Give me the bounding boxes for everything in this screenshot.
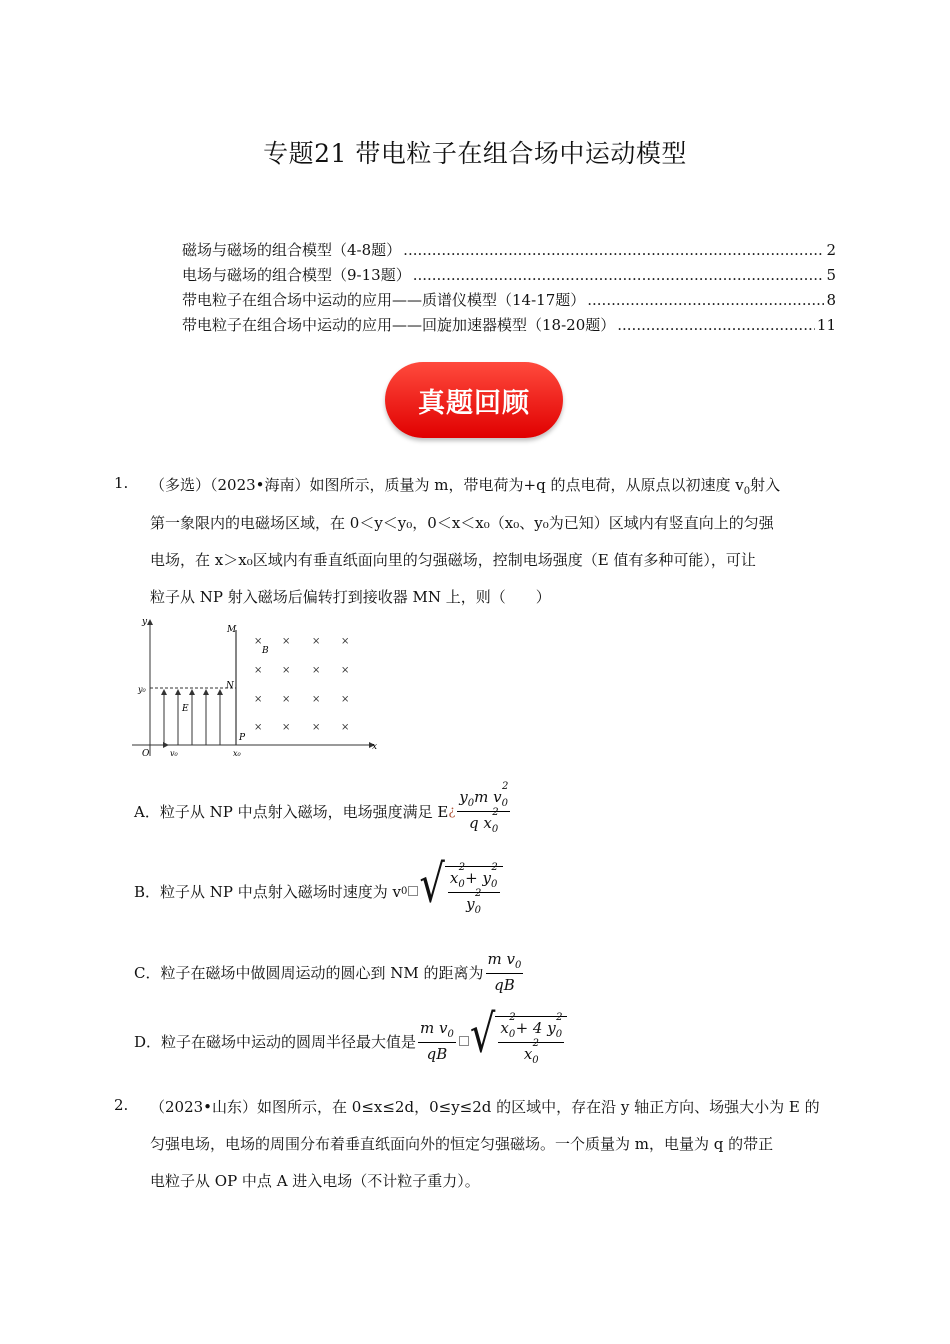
page-title: 专题21 带电粒子在组合场中运动模型 [263,139,687,168]
svg-text:×: × [312,636,321,647]
label-y0: y₀ [138,685,146,694]
question-text-line: 粒子从 NP 射入磁场后偏转打到接收器 MN 上，则（ ） [150,588,551,606]
label-o: O [142,749,150,759]
label-x: x [372,742,378,752]
svg-text:×: × [312,694,321,705]
svg-text:×: × [312,722,321,733]
option-a[interactable]: A．粒子从 NP 中点射入磁场，电场强度满足 E ¿ $\frac{y_0m v_0^2}{q x_0^2}$ [134,781,509,835]
svg-text:×: × [282,665,291,676]
svg-text:×: × [341,694,350,705]
label-p: P [239,733,246,743]
formula: $\frac{m v_0}{qB}$ [420,1019,454,1063]
toc-item[interactable]: 电场与磁场的组合模型（9-13题） ..... 5 [182,263,836,288]
option-b[interactable]: B．粒子从 NP 中点射入磁场时速度为 v 0 √ $\frac{x_0^2+ y_0^2}{y_0^2}$ [134,866,503,916]
svg-text:×: × [282,636,291,647]
question-text-line: 第一象限内的电磁场区域，在 0＜y＜y₀，0＜x＜x₀（x₀、y₀为已知）区域内有竖直向上的匀强 [150,514,774,532]
toc-item[interactable]: 磁场与磁场的组合模型（4-8题） ..... 2 [182,238,836,263]
toc-item[interactable]: 带电粒子在组合场中运动的应用——回旋加速器模型（18-20题） ..... 11 [182,313,836,338]
label-n: N [226,681,234,691]
svg-text:×: × [341,722,350,733]
formula: $\frac{m v_0}{qB}$ [487,950,522,994]
label-b: B [262,646,269,656]
svg-text:×: × [254,694,263,705]
label-m: M [227,625,237,635]
label-y: y [142,617,148,627]
question-number: 1. [114,474,129,492]
label-x0: x₀ [233,749,241,758]
svg-text:×: × [282,694,291,705]
svg-text:×: × [282,722,291,733]
question-text-line: （多选）（2023•海南）如图所示，质量为 m，带电荷为+q 的点电荷，从原点以初速度 $v_0$射入 [150,476,781,497]
svg-text:×: × [254,636,263,647]
option-c[interactable]: C．粒子在磁场中做圆周运动的圆心到 NM 的距离为 $\frac{m v_0}{qB}$ [134,950,522,994]
question-text-line: 电场，在 x＞x₀区域内有垂直纸面向里的匀强磁场，控制电场强度（E 值有多种可能），可让 [150,551,756,569]
formula: $\frac{y_0m v_0^2}{q x_0^2}$ [459,781,509,835]
question-text-line: （2023•山东）如图所示，在 0≤x≤2d，0≤y≤2d 的区域中，存在沿 y 轴正方向、场强大小为 E 的 [150,1098,820,1116]
section-badge: 真题回顾 [385,362,563,438]
svg-text:×: × [254,722,263,733]
svg-text:×: × [341,665,350,676]
table-of-contents [182,238,836,338]
label-e: E [182,704,189,714]
question-text-line: 匀强电场，电场的周围分布着垂直纸面向外的恒定匀强磁场。一个质量为 m，电量为 q 的带正 [150,1135,774,1153]
question-number: 2. [114,1096,129,1114]
svg-text:×: × [254,665,263,676]
label-v0: v₀ [170,749,178,758]
formula: √ $\frac{x_0^2+ 4 y_0^2}{x_0^2}$ [470,1016,568,1066]
question-text-line: 电粒子从 OP 中点 A 进入电场（不计粒子重力）。 [150,1172,480,1190]
svg-text:×: × [341,636,350,647]
formula: √ $\frac{x_0^2+ y_0^2}{y_0^2}$ [419,866,502,916]
toc-item[interactable]: 带电粒子在组合场中运动的应用——质谱仪模型（14-17题） ..... 8 [182,288,836,313]
svg-text:×: × [312,665,321,676]
option-d[interactable]: D．粒子在磁场中运动的圆周半径最大值是 $\frac{m v_0}{qB}$ √ $\frac{x_0^2+ 4 y_0^2}{x_0^2}$ [134,1016,567,1066]
question-figure [130,616,390,764]
electric-field-lines [164,690,220,745]
